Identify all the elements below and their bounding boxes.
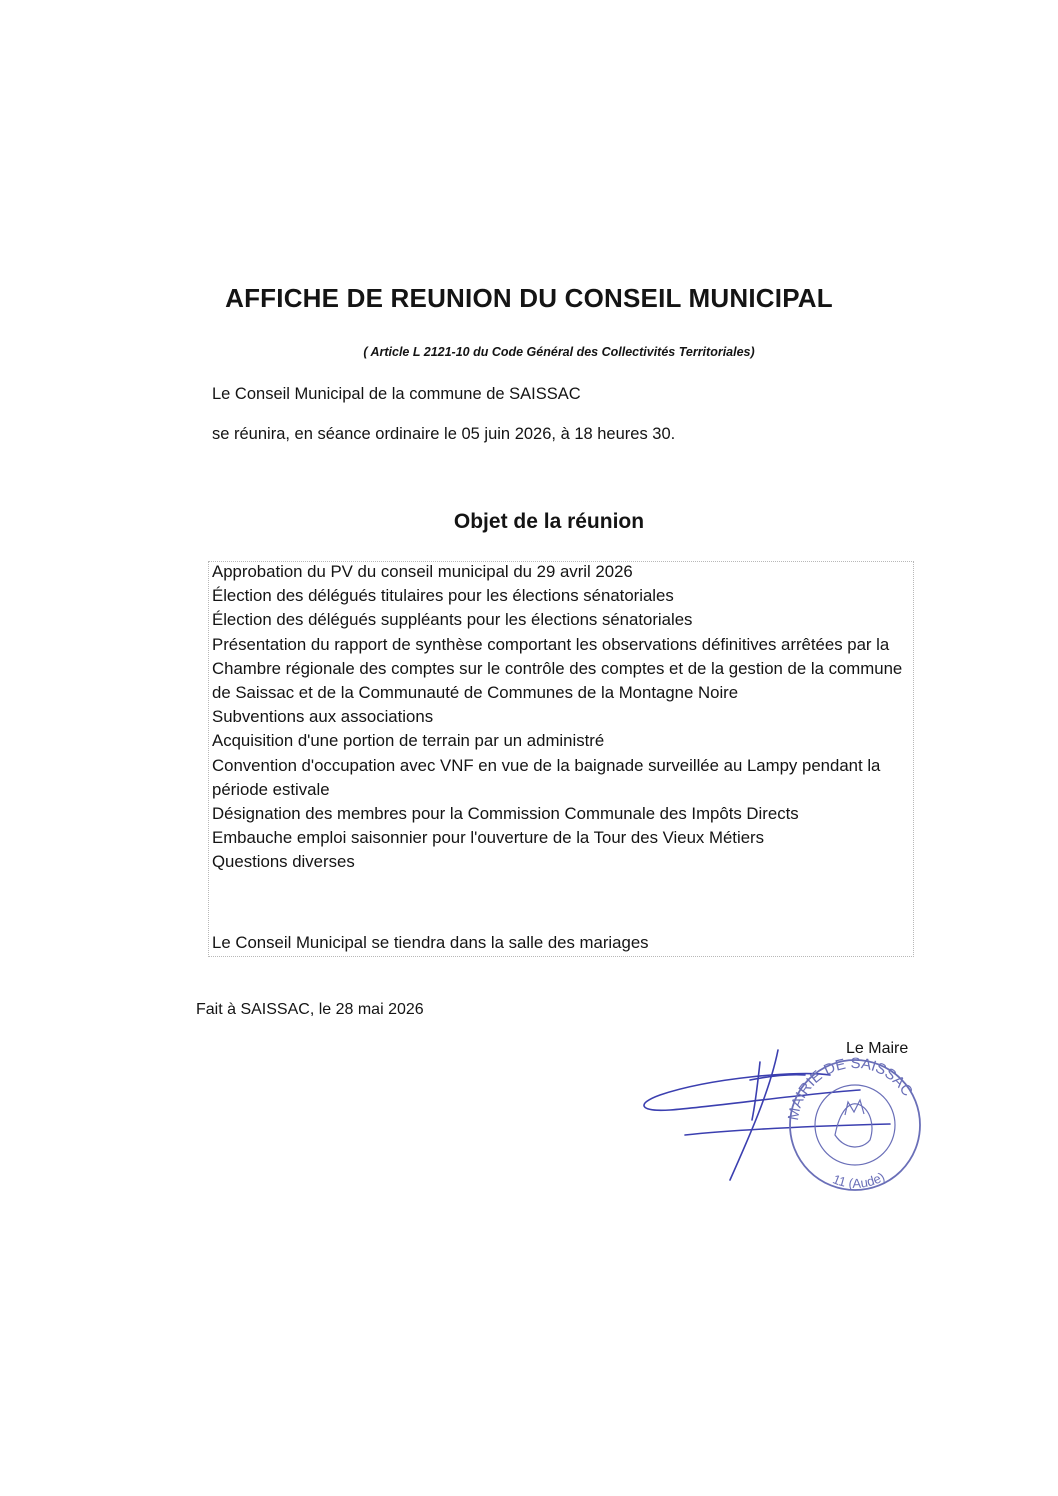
signature-graphic [630, 1040, 930, 1200]
agenda-item: Acquisition d'une portion de terrain par un administré [212, 731, 605, 751]
signature-and-stamp [630, 1040, 930, 1200]
agenda-heading: Objet de la réunion [453, 510, 645, 533]
stamp-text-top: MAIRIE DE SAISSAC [785, 1054, 916, 1122]
agenda-item: Élection des délégués suppléants pour les élections sénatoriales [212, 610, 693, 630]
stamp-text-bottom: 11 (Aude) [830, 1168, 888, 1191]
agenda-item: Convention d'occupation avec VNF en vue de la baignade surveillée au Lampy pendant la période estivale [212, 755, 881, 799]
page-title: AFFICHE DE REUNION DU CONSEIL MUNICIPAL [225, 283, 833, 313]
agenda-item: Questions diverses [212, 852, 355, 872]
agenda-list [212, 560, 916, 875]
intro-line-session: se réunira, en séance ordinaire le 05 juin 2026, à 18 heures 30. [212, 425, 676, 443]
agenda-item: Subventions aux associations [212, 707, 434, 727]
agenda-item: Élection des délégués titulaires pour les élections sénatoriales [212, 586, 674, 606]
meeting-location: Le Conseil Municipal se tiendra dans la salle des mariages [212, 933, 649, 952]
place-and-date: Fait à SAISSAC, le 28 mai 2026 [196, 1001, 424, 1018]
intro-line-commune: Le Conseil Municipal de la commune de SAISSAC [212, 385, 581, 403]
agenda-item: Approbation du PV du conseil municipal du 29 avril 2026 [212, 562, 633, 581]
agenda-item: Présentation du rapport de synthèse comportant les observations définitives arrêtées par la Chambre régionale des comptes sur le contrôle des comptes et de la gestion de la commune de Saissac et de la Communauté de Communes de la Montagne Noire [212, 634, 903, 703]
agenda-item: Désignation des membres pour la Commission Communale des Impôts Directs [212, 804, 799, 824]
agenda-item: Embauche emploi saisonnier pour l'ouverture de la Tour des Vieux Métiers [212, 828, 765, 848]
legal-reference: ( Article L 2121-10 du Code Général des Collectivités Territoriales) [363, 345, 755, 359]
signatory-title: Le Maire [846, 1040, 909, 1057]
